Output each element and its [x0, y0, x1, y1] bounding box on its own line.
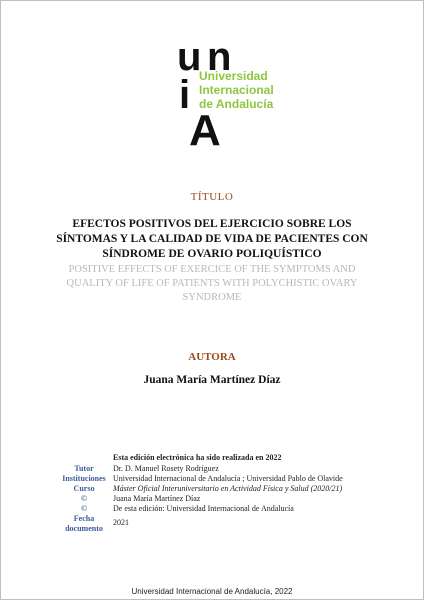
title-label: TÍTULO	[190, 191, 234, 203]
logo-letter-u: u	[177, 35, 202, 79]
author-name: Juana María Martínez Díaz	[143, 374, 281, 386]
tutor-value: Dr. D. Manuel Rosety Rodríguez	[113, 464, 219, 473]
metadata-labels	[61, 464, 107, 534]
edition-note: Esta edición electrónica ha sido realizada en 2022	[113, 453, 282, 462]
label-institutions: Instituciones	[62, 474, 106, 483]
label-course: Curso	[73, 484, 95, 493]
copyright-author-value: Juana María Martínez Díaz	[113, 494, 201, 503]
logo-letter-n: n	[207, 35, 232, 79]
institutions-value: Universidad Internacional de Andalucía ; Universidad Pablo de Olavide	[113, 474, 343, 483]
logo-letter-i: i	[179, 73, 191, 117]
logo-wordmark	[199, 69, 274, 111]
page-footer: Universidad Internacional de Andalucía, 2022	[131, 587, 293, 596]
logo-line-3: de Andalucía	[199, 97, 274, 111]
label-document: documento	[65, 524, 103, 533]
author-label: AUTORA	[188, 351, 236, 363]
course-value: Máster Oficial Interuniversitario en Actividad Física y Salud (2020/21)	[113, 484, 343, 493]
label-date: Fecha	[73, 514, 95, 523]
thesis-title-spanish: EFECTOS POSITIVOS DEL EJERCICIO SOBRE LOS SÍNTOMAS Y LA CALIDAD DE VIDA DE PACIENTES CON SÍNDROME DE OVARIO POLIQUÍSTICO	[56, 218, 368, 260]
copyright-edition-value: De esta edición: Universidad Internacional de Andalucía	[113, 504, 294, 513]
date-value: 2021	[113, 518, 129, 527]
label-copyright-author: ©	[81, 494, 87, 503]
thesis-title-english: POSITIVE EFFECTS OF EXERCICE OF THE SYMPTOMS AND QUALITY OF LIFE OF PATIENTS WITH POLYCHISTIC OVARY SYNDROME	[66, 264, 358, 303]
label-copyright-edition: ©	[81, 504, 87, 513]
logo-letter-a: A	[189, 106, 221, 155]
logo-line-1: Universidad	[199, 69, 268, 83]
label-tutor: Tutor	[74, 464, 94, 473]
university-logo	[177, 35, 277, 153]
metadata-values	[113, 453, 403, 528]
logo-line-2: Internacional	[199, 83, 274, 97]
